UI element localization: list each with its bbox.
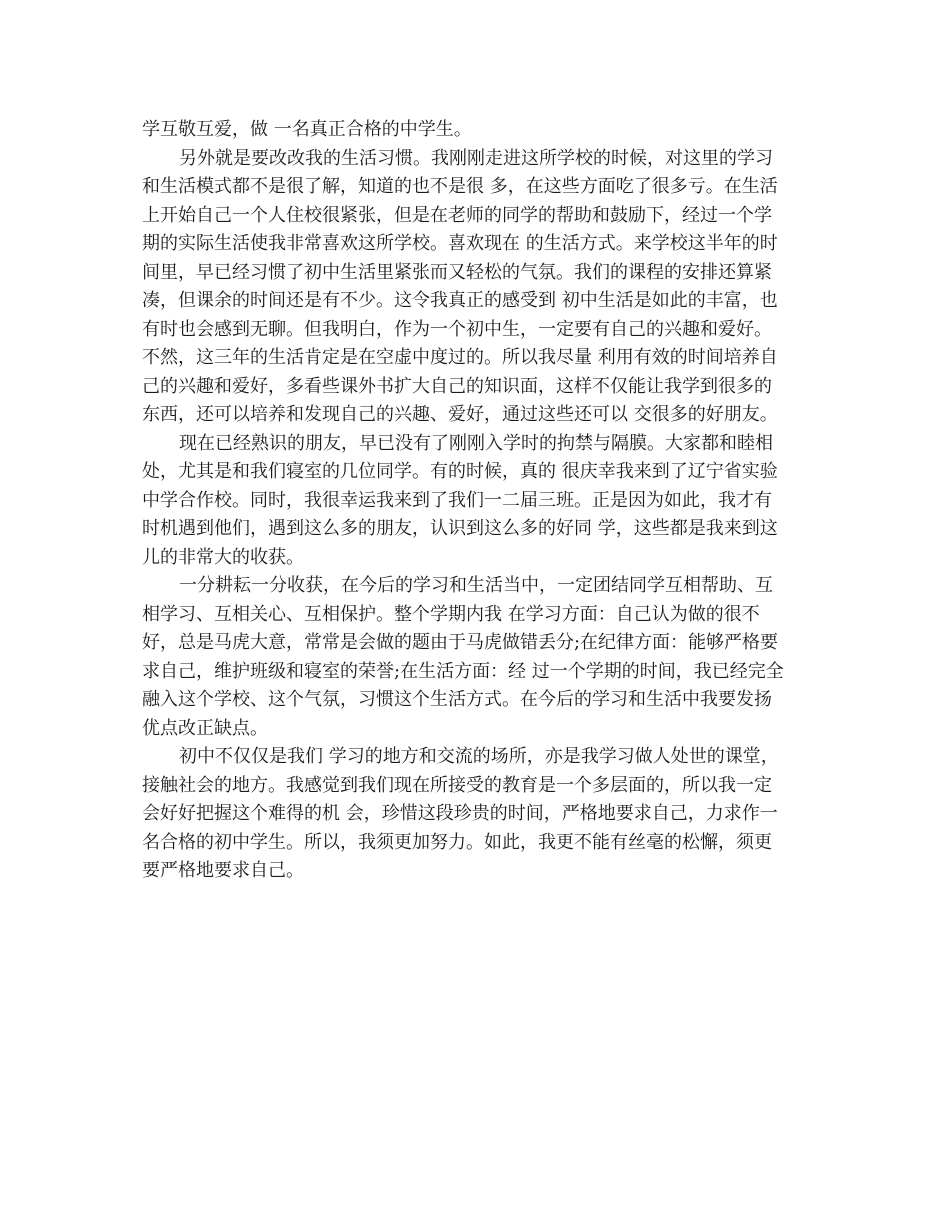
text-line: 儿的非常大的收获。 (142, 546, 304, 568)
text-line: 间里，早已经习惯了初中生活里紧张而又轻松的气氛。我们的课程的安排还算紧 (142, 261, 772, 283)
text-line: 会好好把握这个难得的机 会，珍惜这段珍贵的时间，严格地要求自己，力求作一 (142, 803, 778, 824)
text-line: 另外就是要改改我的生活习惯。我刚刚走进这所学校的时候，对这里的学习 (179, 147, 773, 169)
paragraph (142, 116, 812, 145)
text-line: 相学习、互相关心、互相保护。整个学期内我 在学习方面：自己认为做的很不 (142, 603, 760, 625)
text-line: 时机遇到他们，遇到这么多的朋友，认识到这么多的好同 学，这些都是我来到这 (142, 518, 778, 539)
text-line: 己的兴趣和爱好，多看些课外书扩大自己的知识面，这样不仅能让我学到很多的 (142, 375, 772, 397)
paragraph (142, 743, 812, 886)
text-line: 上开始自己一个人住校很紧张，但是在老师的同学的帮助和鼓励下，经过一个学 (142, 204, 772, 226)
text-line: 一分耕耘一分收获，在今后的学习和生活当中，一定团结同学互相帮助、互 (179, 575, 773, 596)
paragraph (142, 145, 812, 430)
text-line: 优点改正缺点。 (142, 717, 268, 739)
text-line: 要严格地要求自己。 (142, 860, 304, 881)
text-line: 融入这个学校、这个气氛，习惯这个生活方式。在今后的学习和生活中我要发扬 (142, 689, 772, 710)
text-line: 有时也会感到无聊。但我明白，作为一个初中生，一定要有自己的兴趣和爱好。 (142, 318, 772, 340)
paragraph (142, 572, 812, 743)
text-line: 不然，这三年的生活肯定是在空虚中度过的。所以我尽量 利用有效的时间培养自 (142, 347, 778, 368)
text-line: 好，总是马虎大意，常常是会做的题由于马虎做错丢分;在纪律方面：能够严格要 (142, 632, 779, 653)
paragraph (142, 430, 812, 573)
text-line: 求自己，维护班级和寝室的荣誉;在生活方面：经 过一个学期的时间，我已经完全 (142, 660, 784, 682)
text-line: 凑，但课余的时间还是有不少。这令我真正的感受到 初中生活是如此的丰富，也 (142, 290, 778, 311)
text-line: 现在已经熟识的朋友，早已没有了刚刚入学时的拘禁与隔膜。大家都和睦相 (179, 432, 773, 454)
text-line: 学互敬互爱，做 一名真正合格的中学生。 (142, 119, 472, 140)
text-line: 初中不仅仅是我们 学习的地方和交流的场所，亦是我学习做人处世的课堂， (179, 746, 779, 767)
text-line: 接触社会的地方。我感觉到我们现在所接受的教育是一个多层面的，所以我一定 (142, 774, 772, 796)
text-line: 中学合作校。同时，我很幸运我来到了我们一二届三班。正是因为如此，我才有 (142, 489, 772, 511)
text-line: 期的实际生活使我非常喜欢这所学校。喜欢现在 的生活方式。来学校这半年的时 (142, 233, 778, 254)
document-body (142, 116, 812, 886)
text-line: 名合格的初中学生。所以，我须更加努力。如此，我更不能有丝毫的松懈，须更 (142, 831, 772, 853)
text-line: 处，尤其是和我们寝室的几位同学。有的时候，真的 很庆幸我来到了辽宁省实验 (142, 461, 778, 482)
text-line: 和生活模式都不是很了解，知道的也不是很 多，在这些方面吃了很多亏。在生活 (142, 176, 778, 197)
text-line: 东西，还可以培养和发现自己的兴趣、爱好，通过这些还可以 交很多的好朋友。 (142, 404, 778, 425)
